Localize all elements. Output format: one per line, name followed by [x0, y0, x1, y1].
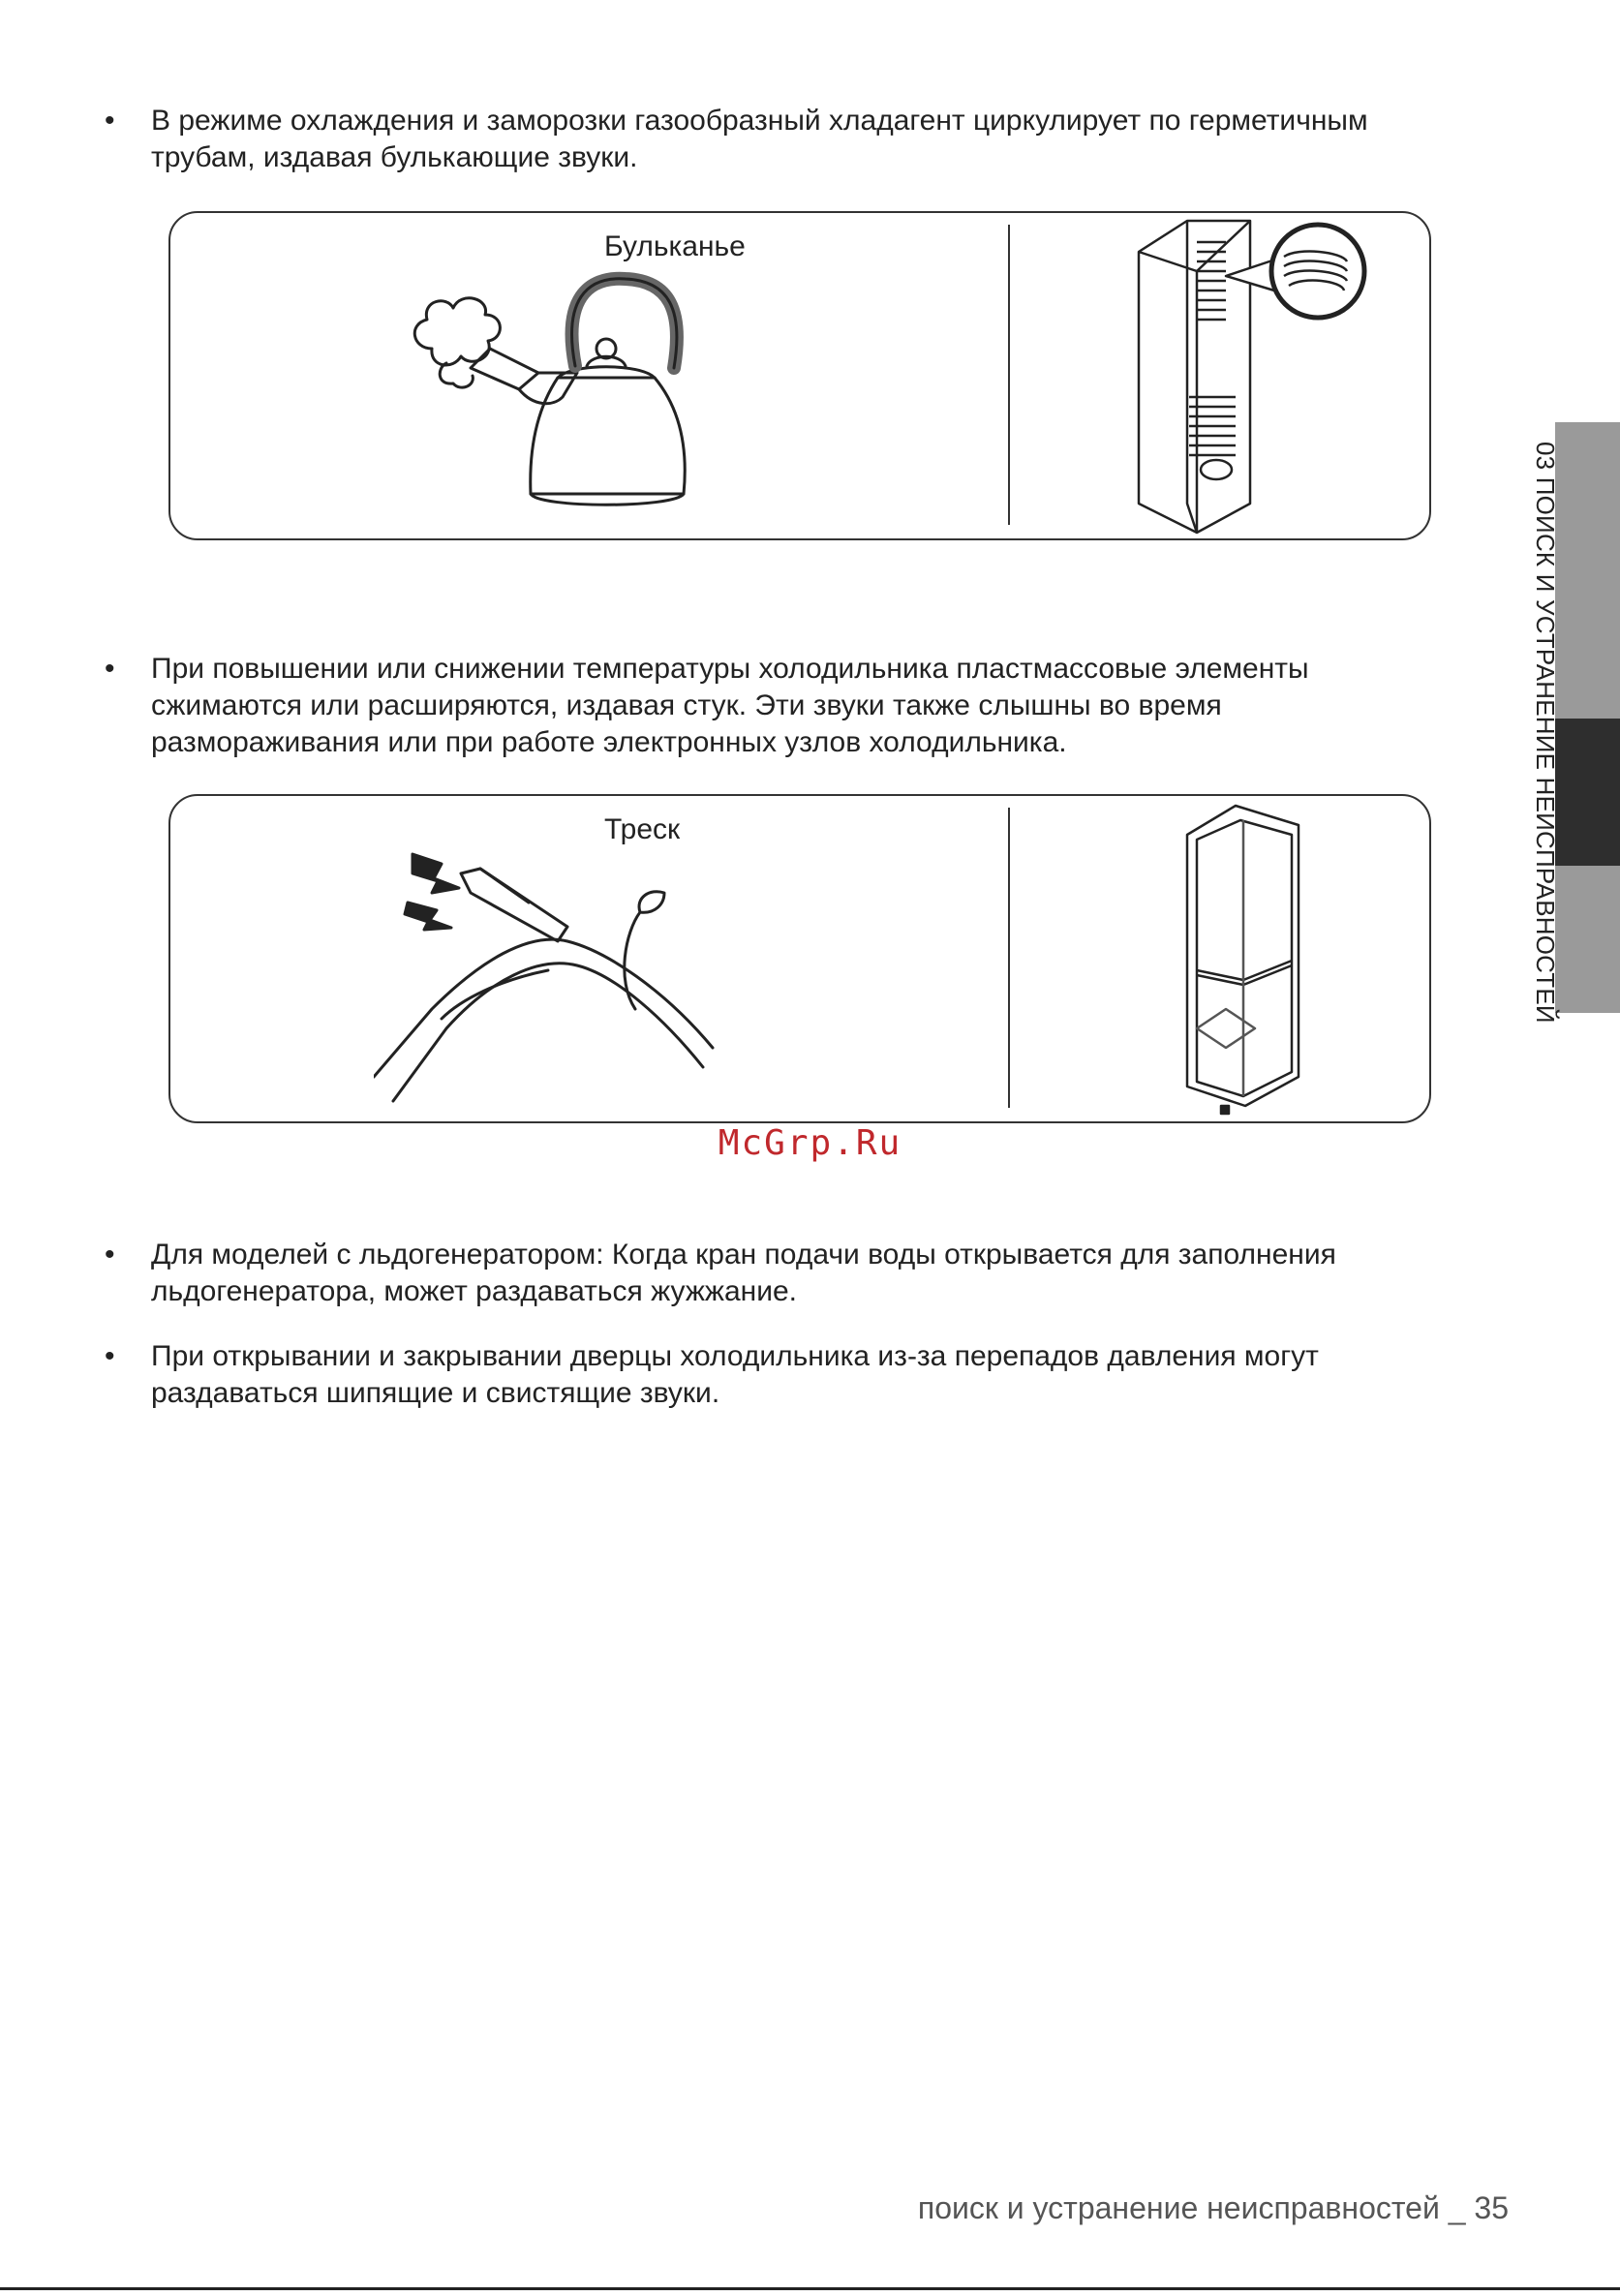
panel-divider [1008, 225, 1010, 525]
text-line: льдогенератора, может раздаваться жужжание. [151, 1275, 797, 1307]
text-line: сжимаются или расширяются, издавая стук. Эти звуки также слышны во время [151, 689, 1222, 721]
bullet-marker: • [105, 105, 115, 137]
page-footer: поиск и устранение неисправностей _ 35 [917, 2190, 1509, 2225]
text-line: При открывании и закрывании дверцы холодильника из-за перепадов давления могут [151, 1340, 1319, 1372]
figure-caption: Треск [604, 813, 681, 845]
text-line: размораживания или при работе электронных узлов холодильника. [151, 726, 1067, 758]
bullet-marker: • [105, 1340, 115, 1372]
bullet-marker: • [105, 653, 115, 685]
fridge-interior-illustration [1168, 796, 1323, 1121]
figure-bubbling [168, 211, 1431, 540]
branch-crack-illustration [374, 835, 780, 1116]
text-line: трубам, издавая булькающие звуки. [151, 141, 638, 173]
chapter-label: 03 ПОИСК И УСТРАНЕНИЕ НЕИСПРАВНОСТЕЙ [1531, 442, 1560, 1024]
text-line: При повышении или снижении температуры холодильника пластмассовые элементы [151, 653, 1309, 685]
bullet-marker: • [105, 1239, 115, 1270]
panel-divider [1008, 808, 1010, 1108]
bullet-text [151, 103, 1526, 176]
text-line: В режиме охлаждения и заморозки газообразный хладагент циркулирует по герметичным [151, 105, 1368, 137]
side-tab-background [1555, 422, 1620, 1013]
bullet-text [151, 1237, 1526, 1310]
text-line: раздаваться шипящие и свистящие звуки. [151, 1377, 720, 1409]
fridge-coil-illustration [1119, 213, 1381, 538]
bullet-text [151, 651, 1526, 761]
bottom-rule [0, 2287, 1620, 2290]
figure-cracking [168, 794, 1431, 1123]
text-line: Для моделей с льдогенератором: Когда кран подачи воды открывается для заполнения [151, 1239, 1336, 1270]
side-tab-indicator [1555, 719, 1620, 866]
kettle-illustration [393, 271, 829, 523]
watermark: McGrp.Ru [718, 1123, 902, 1163]
figure-caption: Бульканье [604, 230, 746, 262]
bullet-text [151, 1338, 1526, 1412]
